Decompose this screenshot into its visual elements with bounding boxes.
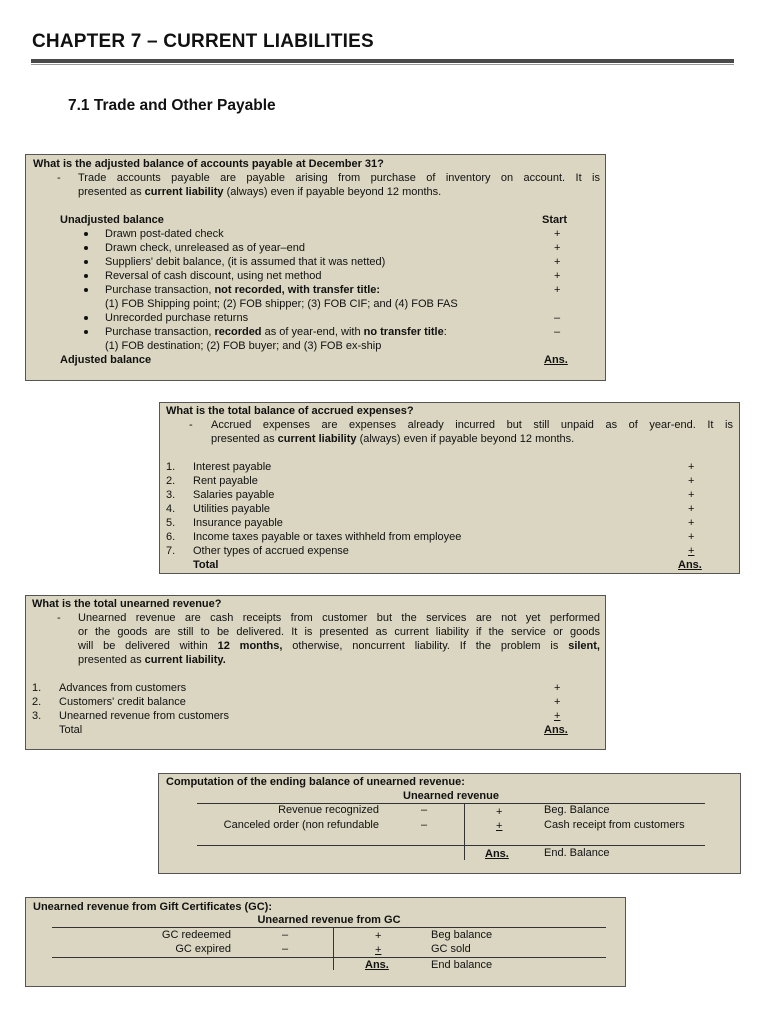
total-label: Total xyxy=(59,724,83,736)
section-title: 7.1 Trade and Other Payable xyxy=(68,97,276,114)
answer-label: Ans. xyxy=(678,559,702,571)
adjusted-balance-label: Adjusted balance xyxy=(60,354,152,366)
bullet xyxy=(84,274,88,278)
debit-entry: Revenue recognized xyxy=(278,804,379,816)
list-item: Income taxes payable or taxes withheld from employee xyxy=(193,531,462,543)
title-rule-thin xyxy=(31,64,734,65)
accrued-expenses-question: What is the total balance of accrued expenses? xyxy=(166,405,414,417)
sign: + xyxy=(554,696,561,708)
sign: + xyxy=(554,228,561,240)
definition-dash: - xyxy=(57,612,61,624)
list-item-sub: (1) FOB Shipping point; (2) FOB shipper; (3) FOB CIF; and (4) FOB FAS xyxy=(105,298,458,310)
sign: + xyxy=(496,806,503,818)
list-item: Drawn check, unreleased as of year–end xyxy=(105,242,305,254)
item-number: 2. xyxy=(32,696,42,708)
accrued-expenses-definition-line1: Accrued expenses are expenses already incurred but still unpaid as of year-end. It is xyxy=(211,419,733,431)
list-item-sub: (1) FOB destination; (2) FOB buyer; and (3) FOB ex-ship xyxy=(105,340,382,352)
sign: + xyxy=(688,461,695,473)
unearned-revenue-definition-line2: or the goods are still to be delivered. It is presented as current liability if the service or goods xyxy=(78,626,600,638)
list-item: Salaries payable xyxy=(193,489,275,501)
sign: + xyxy=(554,682,561,694)
item-number: 1. xyxy=(166,461,176,473)
sign: – xyxy=(282,943,289,955)
sign: – xyxy=(421,819,428,831)
sign: + xyxy=(375,944,382,956)
list-item: Suppliers' debit balance, (it is assumed that it was netted) xyxy=(105,256,386,268)
item-number: 3. xyxy=(166,489,176,501)
chapter-title: CHAPTER 7 – CURRENT LIABILITIES xyxy=(32,31,374,52)
accrued-expenses-box xyxy=(159,402,740,574)
computation-box xyxy=(158,773,741,874)
debit-entry: GC redeemed xyxy=(161,929,231,941)
accounts-payable-box xyxy=(25,154,606,381)
sign: – xyxy=(282,929,289,941)
answer-label: Ans. xyxy=(544,724,568,736)
accrued-expenses-definition-line2: presented as current liability (always) even if payable beyond 12 months. xyxy=(211,433,575,445)
item-number: 7. xyxy=(166,545,176,557)
list-item: Utilities payable xyxy=(193,503,271,515)
start-label: Start xyxy=(542,214,568,226)
sign: + xyxy=(554,710,561,722)
t-account-divider xyxy=(464,803,465,860)
list-item: Purchase transaction, recorded as of year-end, with no transfer title: xyxy=(105,326,447,338)
bullet xyxy=(84,246,88,250)
sign: + xyxy=(688,503,695,515)
sign: + xyxy=(375,930,382,942)
gift-certificates-title: Unearned revenue from Gift Certificates (GC): xyxy=(33,901,272,913)
sign: + xyxy=(688,489,695,501)
credit-entry: GC sold xyxy=(431,943,471,955)
t-account-title: Unearned revenue from GC xyxy=(257,914,401,926)
item-number: 2. xyxy=(166,475,176,487)
credit-entry: Beg balance xyxy=(431,929,493,941)
accounts-payable-definition-line1: Trade accounts payable are payable arising from purchase of inventory on account. It is xyxy=(78,172,600,184)
item-number: 1. xyxy=(32,682,42,694)
bullet xyxy=(84,316,88,320)
sign: + xyxy=(554,256,561,268)
list-item: Interest payable xyxy=(193,461,272,473)
sign: + xyxy=(688,545,695,557)
t-account-title: Unearned revenue xyxy=(403,790,499,802)
sign: – xyxy=(421,804,428,816)
list-item: Customers' credit balance xyxy=(59,696,186,708)
gift-certificates-box xyxy=(25,897,626,987)
list-item: Advances from customers xyxy=(59,682,187,694)
unearned-revenue-definition-line1: Unearned revenue are cash receipts from customer but the services are not yet performed xyxy=(78,612,600,624)
sign: + xyxy=(496,820,503,832)
unearned-revenue-question: What is the total unearned revenue? xyxy=(32,598,222,610)
ending-balance-label: End. Balance xyxy=(544,847,610,859)
answer-label: Ans. xyxy=(544,354,568,366)
list-item: Drawn post-dated check xyxy=(105,228,224,240)
credit-entry: Cash receipt from customers xyxy=(544,819,685,831)
sign: + xyxy=(554,284,561,296)
total-label: Total xyxy=(193,559,219,571)
unearned-revenue-definition-line4: presented as current liability. xyxy=(78,654,226,666)
definition-dash: - xyxy=(189,419,193,431)
accounts-payable-question: What is the adjusted balance of accounts payable at December 31? xyxy=(33,158,384,170)
list-item: Insurance payable xyxy=(193,517,283,529)
t-account-bottom-line xyxy=(52,957,606,958)
debit-entry: GC expired xyxy=(175,943,231,955)
sign: – xyxy=(554,312,561,324)
bullet xyxy=(84,232,88,236)
list-item: Reversal of cash discount, using net method xyxy=(105,270,322,282)
accounts-payable-definition-line2: presented as current liability (always) even if payable beyond 12 months. xyxy=(78,186,442,198)
computation-title: Computation of the ending balance of unearned revenue: xyxy=(166,776,465,788)
t-account-bottom-line xyxy=(197,845,705,846)
item-number: 3. xyxy=(32,710,42,722)
t-account-divider xyxy=(333,927,334,970)
answer-label: Ans. xyxy=(485,848,509,860)
unearned-revenue-definition-line3: will be delivered within 12 months, otherwise, noncurrent liability. If the problem is silent, xyxy=(78,640,600,652)
debit-entry: Canceled order (non refundable xyxy=(223,819,379,831)
list-item: Other types of accrued expense xyxy=(193,545,349,557)
list-item: Unrecorded purchase returns xyxy=(105,312,249,324)
sign: + xyxy=(554,270,561,282)
answer-label: Ans. xyxy=(365,959,389,971)
sign: + xyxy=(554,242,561,254)
bullet xyxy=(84,288,88,292)
list-item: Purchase transaction, not recorded, with transfer title: xyxy=(105,284,381,296)
item-number: 5. xyxy=(166,517,176,529)
title-rule xyxy=(31,59,734,63)
list-item: Unearned revenue from customers xyxy=(59,710,229,722)
credit-entry: Beg. Balance xyxy=(544,804,610,816)
definition-dash: - xyxy=(57,172,61,184)
unearned-revenue-box xyxy=(25,595,606,750)
sign: + xyxy=(688,517,695,529)
sign: – xyxy=(554,326,561,338)
item-number: 6. xyxy=(166,531,176,543)
ending-balance-label: End balance xyxy=(431,959,493,971)
bullet xyxy=(84,330,88,334)
list-item: Rent payable xyxy=(193,475,258,487)
bullet xyxy=(84,260,88,264)
sign: + xyxy=(688,475,695,487)
unadjusted-balance-label: Unadjusted balance xyxy=(60,214,164,226)
sign: + xyxy=(688,531,695,543)
item-number: 4. xyxy=(166,503,176,515)
